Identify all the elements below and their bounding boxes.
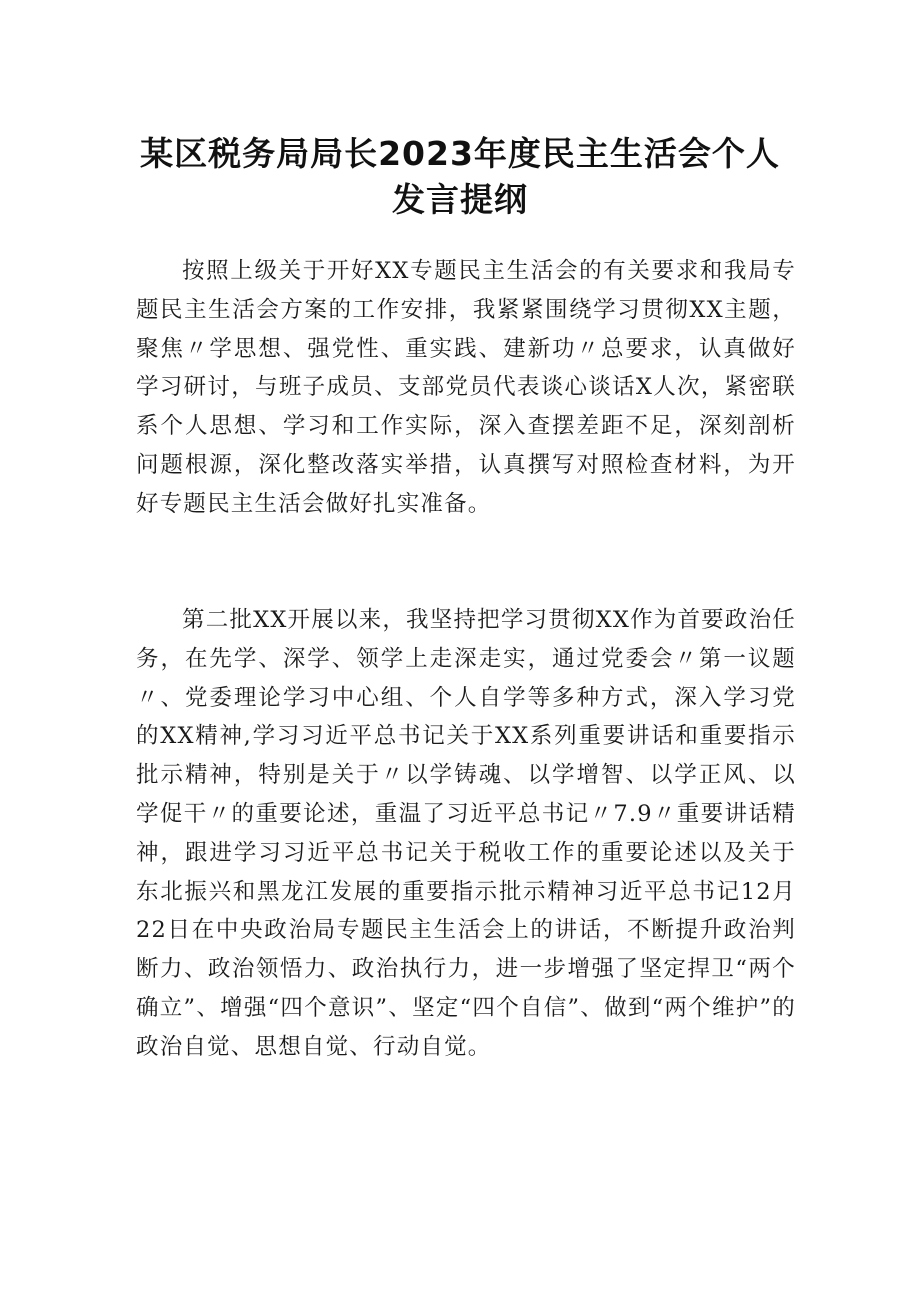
document-title-line-1: 某区税务局局长2023年度民主生活会个人 [140, 134, 780, 173]
document-title-line-2: 发言提纲 [392, 180, 528, 219]
body-paragraph-2: 第二批XX开展以来，我坚持把学习贯彻XX作为首要政治任务，在先学、深学、领学上走深走实，通过党委会〃第一议题〃、党委理论学习中心组、个人自学等多种方式，深入学习党的XX精神,学习习近平总书记关于XX系列重要讲话和重要指示批示精神，特别是关于〃以学铸魂、以学增智、以学正风、以学促干〃的重要论述，重温了习近平总书记〃7.9〃重要讲话精神，跟进学习习近平总书记关于税收工作的重要论述以及关于东北振兴和黑龙江发展的重要指示批示精神习近平总书记12月22日在中央政治局专题民主生活会上的讲话，不断提升政治判断力、政治领悟力、政治执行力，进一步增强了坚定捍卫“两个确立”、增强“四个意识”、坚定“四个自信”、做到“两个维护”的政治自觉、思想自觉、行动自觉。 [136, 607, 796, 1060]
body-paragraph-1: 按照上级关于开好XX专题民主生活会的有关要求和我局专题民主生活会方案的工作安排，我紧紧围绕学习贯彻XX主题，聚焦〃学思想、强党性、重实践、建新功〃总要求，认真做好学习研讨，与班子成员、支部党员代表谈心谈话X人次，紧密联系个人思想、学习和工作实际，深入查摆差距不足，深刻剖析问题根源，深化整改落实举措，认真撰写对照检查材料，为开好专题民主生活会做好扎实准备。 [136, 258, 796, 517]
